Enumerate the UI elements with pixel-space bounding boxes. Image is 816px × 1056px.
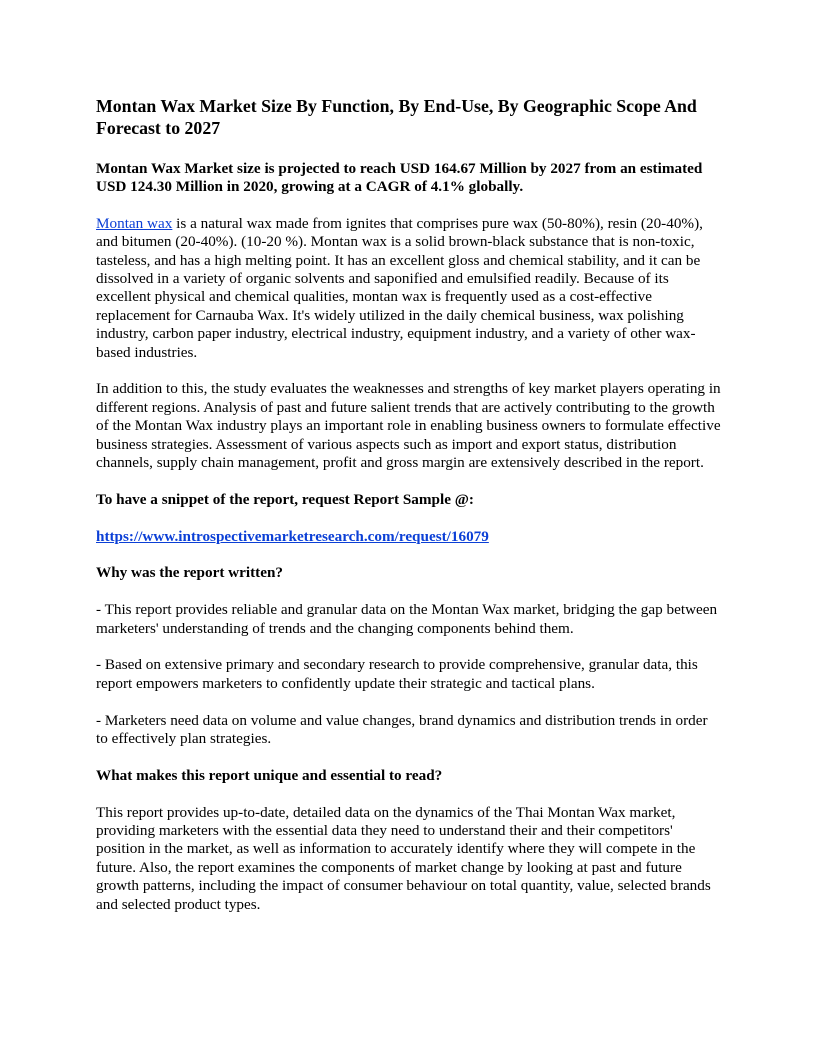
unique-paragraph: This report provides up-to-date, detailed data on the dynamics of the Thai Montan Wax market, providing marketers with the essential data they need to understand their and their competitors' position in the market, as well as information to accurately identify where they will compete in the future. Also, the report examines the components of market change by looking at past and future growth patterns, including the impact of consumer behaviour on total quantity, value, selected brands and selected product types.	[96, 803, 711, 913]
document-page	[96, 96, 722, 932]
why-point: - This report provides reliable and granular data on the Montan Wax market, bridging the gap between marketers' understanding of trends and the changing components behind them.	[96, 601, 718, 637]
why-point: - Based on extensive primary and secondary research to provide comprehensive, granular data, this report empowers marketers to confidently update their strategic and tactical plans.	[96, 656, 698, 692]
montan-wax-link[interactable]: Montan wax	[96, 214, 173, 232]
intro-text: is a natural wax made from ignites that comprises pure wax (50-80%), resin (20-40%), and bitumen (20-40%). (10-20 %). Montan wax is a solid brown-black substance that is non-toxic, tasteless, and has a high melting point. It has an excellent gloss and chemical stability, and it can be dissolved in a variety of organic solvents and saponified and emulsified readily. Because of its excellent physical and chemical qualities, montan wax is frequently used as a cost-effective replacement for Carnauba Wax. It's widely utilized in the daily chemical business, wax polishing industry, carbon paper industry, electrical industry, equipment industry, and a variety of other wax-based industries.	[96, 214, 703, 361]
document-title: Montan Wax Market Size By Function, By End-Use, By Geographic Scope And Forecast to 2027	[96, 96, 697, 138]
sample-heading: To have a snippet of the report, request Report Sample @:	[96, 490, 474, 508]
why-heading: Why was the report written?	[96, 564, 284, 582]
analysis-paragraph: In addition to this, the study evaluates the weaknesses and strengths of key market players operating in different regions. Analysis of past and future salient trends that are actively contributing to the growth of the Montan Wax industry plays an important role in enabling business owners to formulate effective business strategies. Assessment of various aspects such as import and export status, distribution channels, supply chain management, profit and gross margin are extensively described in the report.	[96, 380, 721, 472]
sample-request-link[interactable]: https://www.introspectivemarketresearch.com/request/16079	[96, 527, 489, 545]
why-point: - Marketers need data on volume and value changes, brand dynamics and distribution trends in order to effectively plan strategies.	[96, 711, 708, 748]
market-summary: Montan Wax Market size is projected to reach USD 164.67 Million by 2027 from an estimated USD 124.30 Million in 2020, growing at a CAGR of 4.1% globally.	[96, 159, 703, 195]
unique-heading: What makes this report unique and essential to read?	[96, 766, 443, 784]
sample-link-paragraph	[96, 528, 722, 546]
intro-paragraph	[96, 215, 722, 362]
